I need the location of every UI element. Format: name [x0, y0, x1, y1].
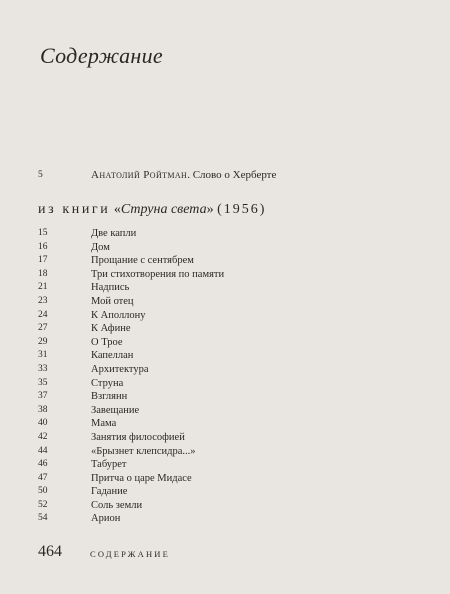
- toc-entry: [38, 404, 418, 418]
- toc-entry: [38, 363, 418, 377]
- toc-title: Архитектура: [91, 363, 149, 375]
- toc-title: Капеллан: [91, 350, 134, 362]
- toc-title: Струна: [91, 377, 124, 389]
- toc-title: К Аполлону: [91, 309, 146, 321]
- toc-entry: [38, 499, 418, 513]
- toc-page-number: 33: [38, 363, 48, 374]
- toc-entry: [38, 431, 418, 445]
- toc-entry: [38, 241, 418, 255]
- toc-title: Прощание с сентябрем: [91, 255, 194, 267]
- toc-entry: [38, 227, 418, 241]
- section-prefix: из книги: [38, 202, 111, 217]
- toc-page-number: 42: [38, 431, 48, 442]
- toc-title: Надпись: [91, 282, 130, 294]
- toc-entry: [38, 336, 418, 350]
- toc-page-number: 24: [38, 309, 48, 320]
- toc-entry: [38, 512, 418, 526]
- toc-page-number: 31: [38, 350, 48, 361]
- toc-page-number: 46: [38, 459, 48, 470]
- toc-title: Дом: [91, 241, 110, 253]
- intro-page-number: 5: [38, 170, 43, 180]
- toc-page-number: 44: [38, 445, 48, 456]
- toc-page-number: 52: [38, 499, 48, 510]
- toc-title: Взглянн: [91, 391, 128, 403]
- toc-page-number: 35: [38, 377, 48, 388]
- section-year: (1956): [217, 202, 267, 217]
- intro-entry-text: [91, 168, 276, 182]
- toc-entry: [38, 295, 418, 309]
- toc-entry: [38, 268, 418, 282]
- toc-entry: [38, 281, 418, 295]
- toc-title: Мама: [91, 418, 117, 430]
- toc-entry: [38, 254, 418, 268]
- page-title: Содержание: [40, 43, 164, 68]
- toc-title: Мой отец: [91, 295, 134, 307]
- toc-entry: [38, 458, 418, 472]
- toc-entry: [38, 377, 418, 391]
- toc-entry: [38, 349, 418, 363]
- intro-author: Анатолий Ройтман: [91, 169, 188, 181]
- toc-page-number: 27: [38, 323, 48, 334]
- toc-title: Завещание: [91, 404, 140, 416]
- toc-title: Три стихотворения по памяти: [91, 268, 225, 280]
- toc-entry: [38, 472, 418, 486]
- toc-title: К Афине: [91, 323, 131, 335]
- toc-title: Притча о царе Мидасе: [91, 472, 192, 484]
- section-close-quote: »: [206, 202, 214, 217]
- toc-page-number: 21: [38, 282, 48, 293]
- toc-page-number: 18: [38, 268, 48, 279]
- page-folio: 464: [38, 543, 62, 560]
- toc-page-number: 47: [38, 472, 48, 483]
- toc-page-number: 23: [38, 295, 48, 306]
- toc-page-number: 16: [38, 241, 48, 252]
- toc-entry: [38, 309, 418, 323]
- toc-entry: [38, 417, 418, 431]
- toc-page-number: 38: [38, 404, 48, 415]
- toc-list: [38, 227, 418, 526]
- toc-title: Гадание: [91, 486, 128, 498]
- toc-page-number: 54: [38, 513, 48, 524]
- toc-title: «Брызнет клепсидра...»: [91, 445, 196, 457]
- toc-page-number: 29: [38, 336, 48, 347]
- toc-entry: [38, 445, 418, 459]
- toc-page-number: 17: [38, 255, 48, 266]
- toc-title: Две капли: [91, 228, 137, 239]
- section-heading: [38, 202, 266, 218]
- toc-title: Арион: [91, 513, 121, 525]
- toc-page-number: 40: [38, 418, 48, 429]
- running-head: СОДЕРЖАНИЕ: [90, 549, 171, 559]
- section-open-quote: «: [113, 202, 121, 217]
- toc-title: Табурет: [91, 459, 127, 471]
- toc-entry: [38, 322, 418, 336]
- toc-title: Занятия философией: [91, 431, 185, 443]
- toc-entry: [38, 485, 418, 499]
- toc-title: О Трое: [91, 336, 123, 348]
- intro-title: . Слово о Херберте: [187, 169, 277, 181]
- toc-title: Соль земли: [91, 499, 143, 511]
- toc-page-number: 50: [38, 486, 48, 497]
- section-book-title: Струна света: [120, 202, 207, 217]
- toc-page-number: 15: [38, 228, 48, 238]
- toc-page-number: 37: [38, 391, 48, 402]
- toc-entry: [38, 390, 418, 404]
